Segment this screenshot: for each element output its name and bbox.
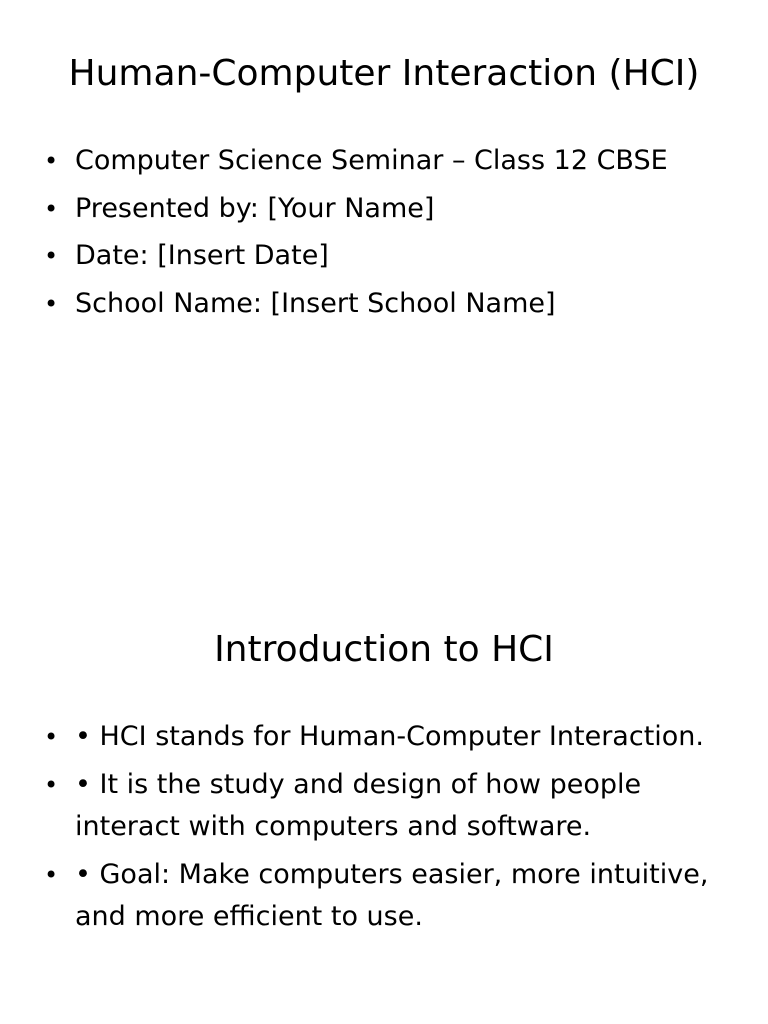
bullet-item-school <box>40 283 740 325</box>
bullet-icon: • <box>44 289 59 318</box>
bullet-text: Computer Science Seminar – Class 12 CBSE <box>75 145 668 176</box>
bullet-icon: • <box>44 147 59 175</box>
bullet-icon: • <box>44 723 59 751</box>
bullet-item-definition <box>40 716 740 758</box>
bullet-list <box>40 716 740 944</box>
bullet-text: • HCI stands for Human-Computer Interaction. <box>75 721 705 752</box>
bullet-item-date <box>40 235 740 277</box>
bullet-item-goal <box>40 854 740 938</box>
bullet-icon: • <box>44 194 59 223</box>
bullet-text: School Name: [Insert School Name] <box>75 287 556 319</box>
slide-title: Human-Computer Interaction (HCI) <box>68 53 700 94</box>
bullet-item-seminar <box>40 140 740 182</box>
slide-title: Introduction to HCI <box>214 629 554 670</box>
bullet-icon: • <box>44 771 59 799</box>
bullet-item-presenter <box>40 188 740 230</box>
slide-introduction <box>0 512 768 1024</box>
bullet-item-study <box>40 764 740 848</box>
bullet-list <box>40 140 740 330</box>
bullet-icon: • <box>44 861 59 889</box>
bullet-text: • Goal: Make computers easier, more intuitive, and more efficient to use. <box>75 859 709 932</box>
bullet-text: Date: [Insert Date] <box>75 240 329 271</box>
bullet-text: • It is the study and design of how people interact with computers and software. <box>75 769 642 842</box>
bullet-text: Presented by: [Your Name] <box>75 192 435 224</box>
bullet-icon: • <box>44 242 59 270</box>
